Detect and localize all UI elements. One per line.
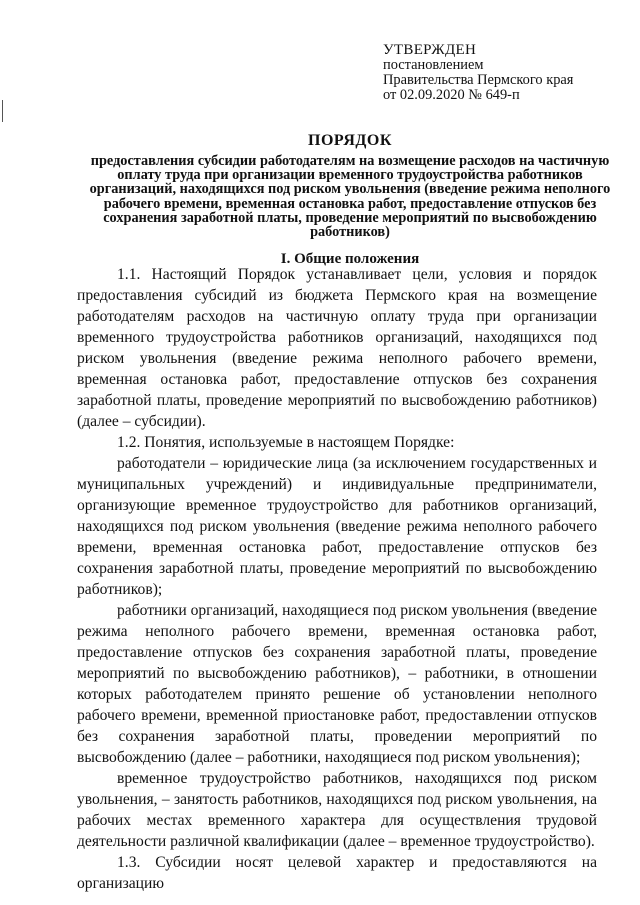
document-title: ПОРЯДОК bbox=[308, 132, 392, 149]
scan-edge-mark bbox=[2, 100, 3, 122]
document-subtitle: предоставления субсидии работодателям на возмещение расходов на частичную оплату труда при организации временного трудоустройства работников организаций, находящихся под риском увольнения (введение режима неполного рабочего времени, временная остановка работ, предоставление отпусков без сохранения заработной платы, проведение мероприятий по высвобождению работников) bbox=[89, 153, 611, 241]
approval-heading: УТВЕРЖДЕН bbox=[383, 42, 477, 58]
paragraph-1-1: 1.1. Настоящий Порядок устанавливает цели, условия и порядок предоставления субсидий из бюджета Пермского края на возмещение работодателям расходов на частичную оплату труда при организации временного трудоустройства работников организаций, находящихся под риском увольнения (введение режима неполного рабочего времени, временная остановка работ, предоставление отпусков без сохранения заработной платы, проведение мероприятий по высвобождению работников) (далее – субсидии). bbox=[77, 266, 597, 430]
definition-temporary-employment: временное трудоустройство работников, находящихся под риском увольнения, – занятость работников, находящихся под риском увольнения, на рабочих местах временного характера для осуществления трудовой деятельности различной квалификации (далее – временное трудоустройство). bbox=[77, 770, 597, 850]
approval-line-2: Правительства Пермского края bbox=[383, 72, 574, 88]
document-title-block bbox=[60, 132, 640, 268]
definition-employers: работодатели – юридические лица (за исключением государственных и муниципальных учреждений) и индивидуальные предприниматели, организующие временное трудоустройство для работников организаций, находящихся под риском увольнения (введение режима неполного рабочего времени, временная остановка работ, предоставление отпусков без сохранения заработной платы, проведение мероприятий по высвобождению работников); bbox=[77, 455, 597, 598]
section-heading: I. Общие положения bbox=[280, 251, 420, 268]
approval-stamp bbox=[383, 43, 633, 103]
paragraph-1-3: 1.3. Субсидии носят целевой характер и предоставляются на организацию bbox=[77, 854, 597, 892]
definition-workers-at-risk: работники организаций, находящиеся под риском увольнения (введение режима неполного рабочего времени, временная остановка работ, предоставление отпусков без сохранения заработной платы, проведение мероприятий по высвобождению работников), – работники, в отношении которых работодателем принято решение об установлении неполного рабочего времени, временной приостановке работ, предоставлении отпусков без сохранения заработной платы, проведении мероприятий по высвобождению (далее – работники, находящиеся под риском увольнения); bbox=[77, 602, 597, 766]
approval-line-3: от 02.09.2020 № 649-п bbox=[383, 87, 520, 103]
document-body bbox=[77, 264, 597, 894]
approval-line-1: постановлением bbox=[383, 57, 484, 73]
paragraph-1-2: 1.2. Понятия, используемые в настоящем Порядке: bbox=[117, 434, 455, 451]
